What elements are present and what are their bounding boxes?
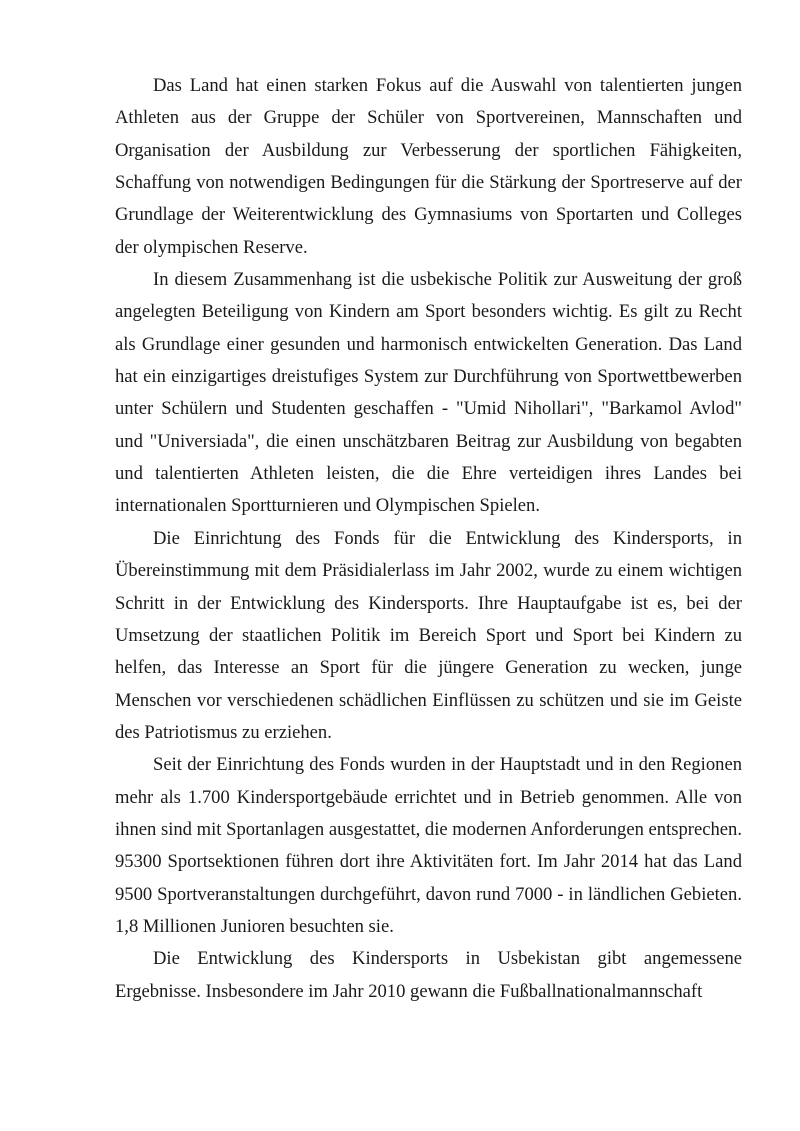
paragraph-4: Seit der Einrichtung des Fonds wurden in der Hauptstadt und in den Regionen mehr als 1.700 Kindersportgebäude errichtet und in Betrieb genommen. Alle von ihnen sind mit Sportanlagen ausgestattet, die modernen Anforderungen entsprechen. 95300 Sportsektionen führen dort ihre Aktivitäten fort. Im Jahr 2014 hat das Land 9500 Sportveranstaltungen durchgeführt, davon rund 7000 - in ländlichen Gebieten. 1,8 Millionen Junioren besuchten sie. [115,754,742,937]
paragraph-5: Die Entwicklung des Kindersports in Usbekistan gibt angemessene Ergebnisse. Insbesondere im Jahr 2010 gewann die Fußballnationalmannschaft [115,948,742,1002]
paragraph-1: Das Land hat einen starken Fokus auf die Auswahl von talentierten jungen Athleten aus der Gruppe der Schüler von Sportvereinen, Mannschaften und Organisation der Ausbildung zur Verbesserung der sportlichen Fähigkeiten, Schaffung von notwendigen Bedingungen für die Stärkung der Sportreserve auf der Grundlage der Weiterentwicklung des Gymnasiums von Sportarten und Colleges der olympischen Reserve. [115,75,742,258]
paragraph-3: Die Einrichtung des Fonds für die Entwicklung des Kindersports, in Übereinstimmung mit dem Präsidialerlass im Jahr 2002, wurde zu einem wichtigen Schritt in der Entwicklung des Kindersports. Ihre Hauptaufgabe ist es, bei der Umsetzung der staatlichen Politik im Bereich Sport und Sport bei Kindern zu helfen, das Interesse an Sport für die jüngere Generation zu wecken, junge Menschen vor verschiedenen schädlichen Einflüssen zu schützen und sie im Geiste des Patriotismus zu erziehen. [115,527,742,743]
body-text [115,70,742,1008]
paragraph-2: In diesem Zusammenhang ist die usbekische Politik zur Ausweitung der groß angelegten Beteiligung von Kindern am Sport besonders wichtig. Es gilt zu Recht als Grundlage einer gesunden und harmonisch entwickelten Generation. Das Land hat ein einzigartiges dreistufiges System zur Durchführung von Sportwettbewerben unter Schülern und Studenten geschaffen - "Umid Nihollari", "Barkamol Avlod" und "Universiada", die einen unschätzbaren Beitrag zur Ausbildung von begabten und talentierten Athleten leisten, die die Ehre verteidigen ihres Landes bei internationalen Sportturnieren und Olympischen Spielen. [115,269,742,517]
